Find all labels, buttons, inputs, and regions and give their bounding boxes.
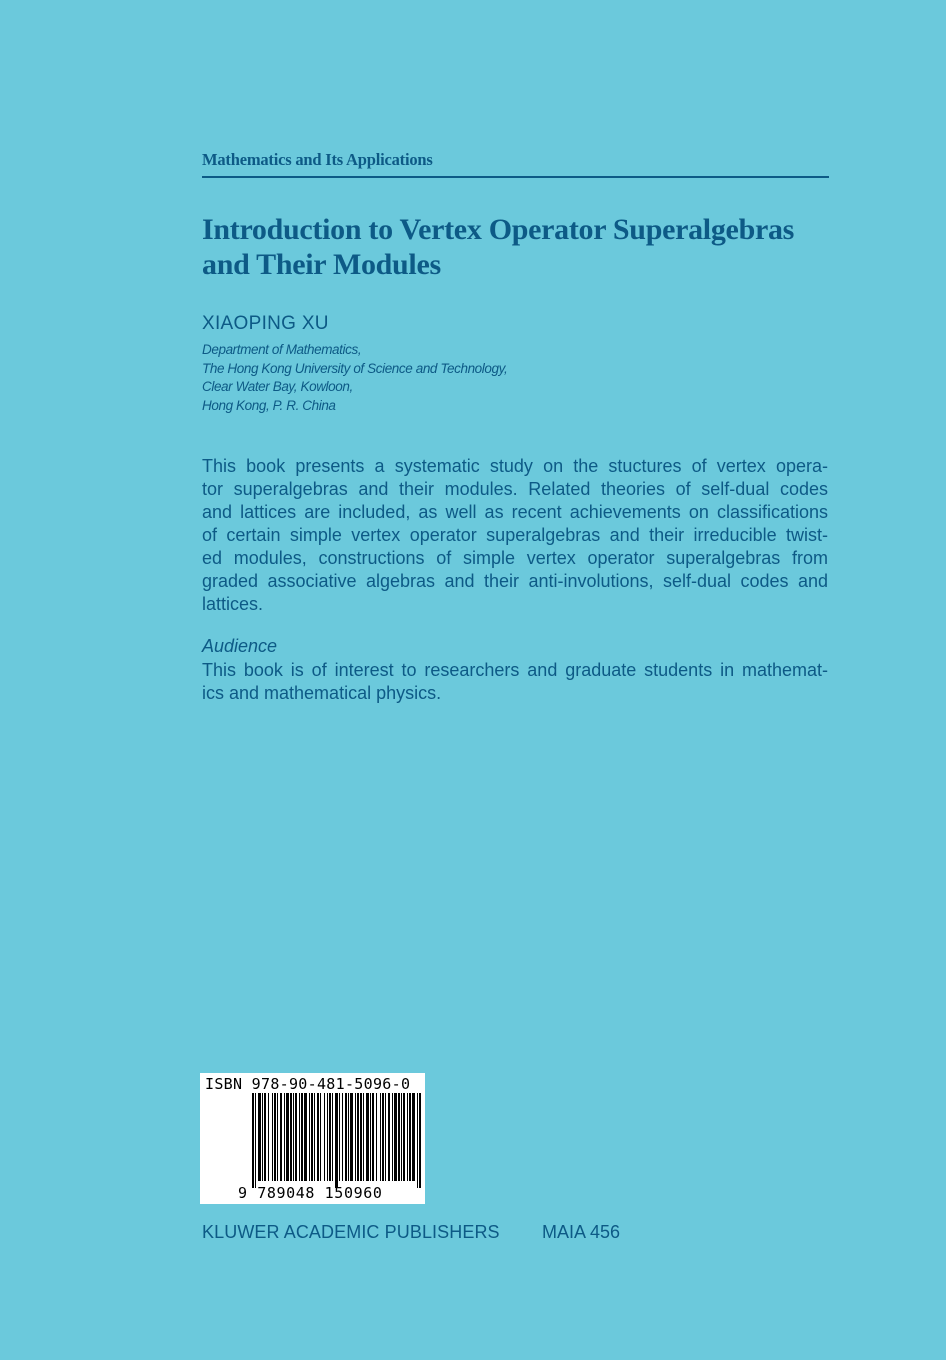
abstract-line: of certain simple vertex operator superalgebras and their irreducible twist-: [202, 525, 828, 545]
barcode-icon: [252, 1093, 422, 1188]
audience-line: ics and mathematical physics.: [202, 683, 442, 703]
audience-text: [202, 659, 828, 705]
series-name: Mathematics and Its Applications: [202, 150, 433, 169]
series-code: MAIA 456: [542, 1222, 621, 1242]
ean-digits: 9 789048 150960: [238, 1184, 383, 1202]
author-affiliation: [202, 341, 507, 415]
audience-line: This book is of interest to researchers and graduate students in mathemat-: [202, 660, 828, 680]
abstract-line: and lattices are included, as well as recent achievements on classifications: [202, 502, 828, 522]
abstract-line: graded associative algebras and their anti-involutions, self-dual codes and: [202, 571, 828, 591]
abstract-line: ed modules, constructions of simple vertex operator superalgebras from: [202, 548, 828, 568]
affiliation-line: Clear Water Bay, Kowloon,: [202, 379, 353, 394]
series-rule: [202, 176, 829, 178]
isbn-label: ISBN 978-90-481-5096-0: [205, 1075, 411, 1093]
book-title: [202, 212, 842, 282]
affiliation-line: The Hong Kong University of Science and Technology,: [202, 360, 508, 376]
abstract-line: This book presents a systematic study on the stuctures of vertex opera-: [202, 456, 828, 476]
affiliation-line: Hong Kong, P. R. China: [202, 397, 336, 413]
book-title-line-2: and Their Modules: [202, 248, 441, 281]
abstract: [202, 455, 828, 616]
book-title-line-1: Introduction to Vertex Operator Superalgebras: [202, 213, 795, 246]
abstract-line: lattices.: [202, 594, 264, 614]
publisher-name: KLUWER ACADEMIC PUBLISHERS: [202, 1222, 500, 1242]
abstract-line: tor superalgebras and their modules. Related theories of self-dual codes: [202, 479, 828, 499]
audience-heading: Audience: [202, 636, 278, 656]
author-name: XIAOPING XU: [202, 313, 329, 334]
affiliation-line: Department of Mathematics,: [202, 342, 362, 357]
barcode-box: [200, 1073, 425, 1204]
